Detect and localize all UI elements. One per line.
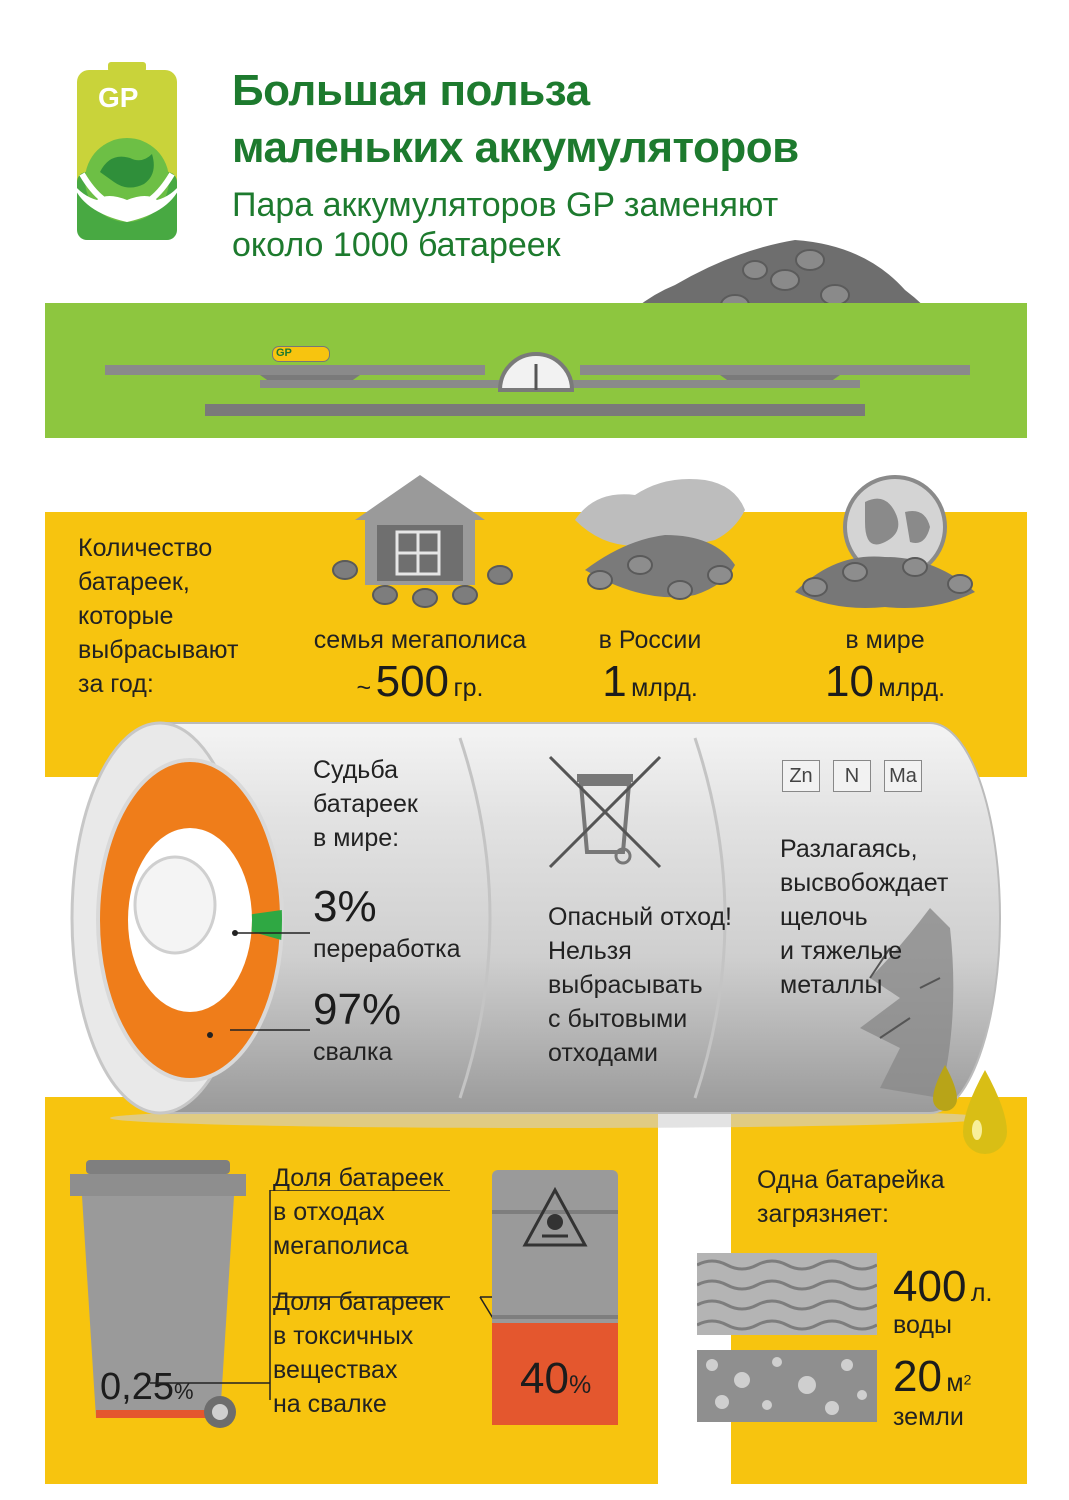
recycling-label: переработка bbox=[313, 935, 461, 963]
element-badge-n: N bbox=[833, 760, 871, 792]
decay-text: Разлагаясь, высвобождает щелочь и тяжелые металлы bbox=[780, 835, 949, 999]
soil-label: земли bbox=[893, 1403, 964, 1431]
recycling-value: 3% bbox=[313, 882, 377, 931]
globe-icon bbox=[785, 472, 985, 612]
water-value: 400 л. bbox=[893, 1262, 993, 1311]
page-subtitle: Пара аккумуляторов GP заменяют около 1000 батареек bbox=[232, 186, 779, 264]
fate-heading: Судьба батареек в мире: bbox=[313, 756, 418, 852]
landfill-label: свалка bbox=[313, 1038, 393, 1066]
waste-share-label: Доля батареек в отходах мегаполиса bbox=[273, 1164, 444, 1260]
waste-share-value: 0,25% bbox=[100, 1366, 194, 1408]
gp-logo bbox=[62, 62, 192, 247]
element-badge-zn: Zn bbox=[782, 760, 820, 792]
gp-battery-pair bbox=[272, 346, 332, 362]
water-label: воды bbox=[893, 1311, 952, 1339]
quantity-world-value: 10 млрд. bbox=[824, 657, 946, 706]
element-badge-ma: Ma bbox=[884, 760, 922, 792]
acid-drop-icon bbox=[925, 1060, 1015, 1170]
soil-icon bbox=[697, 1350, 877, 1422]
quantity-intro: Количество батареек, которые выбрасывают за год: bbox=[78, 534, 239, 698]
balance-scale-illustration bbox=[100, 340, 980, 420]
quantity-world-label: в мире bbox=[845, 626, 925, 654]
page-title: Большая польза маленьких аккумуляторов bbox=[232, 66, 799, 172]
russia-map-icon bbox=[555, 470, 755, 610]
toxic-share-value: 40% bbox=[520, 1354, 592, 1403]
quantity-russia-value: 1 млрд. bbox=[602, 657, 698, 706]
soil-value: 20 $м^2$ bbox=[893, 1352, 972, 1401]
crossed-bin-icon bbox=[545, 752, 665, 872]
leader-lines-fate bbox=[230, 930, 310, 1050]
logo-text: GP bbox=[98, 82, 139, 113]
quantity-family-value: ~ 500 гр. bbox=[356, 657, 484, 706]
house-icon bbox=[325, 470, 515, 610]
water-icon bbox=[697, 1253, 877, 1335]
battery-label: GP bbox=[276, 347, 292, 359]
toxic-share-label: Доля батареек в токсичных веществах на свалке bbox=[273, 1288, 444, 1418]
landfill-value: 97% bbox=[313, 985, 402, 1034]
pollution-heading: Одна батарейка загрязняет: bbox=[757, 1166, 945, 1228]
hazard-text: Опасный отход! Нельзя выбрасывать с бытовыми отходами bbox=[548, 903, 732, 1067]
quantity-family-label: семья мегаполиса bbox=[313, 626, 527, 654]
quantity-russia-label: в России bbox=[598, 626, 702, 654]
